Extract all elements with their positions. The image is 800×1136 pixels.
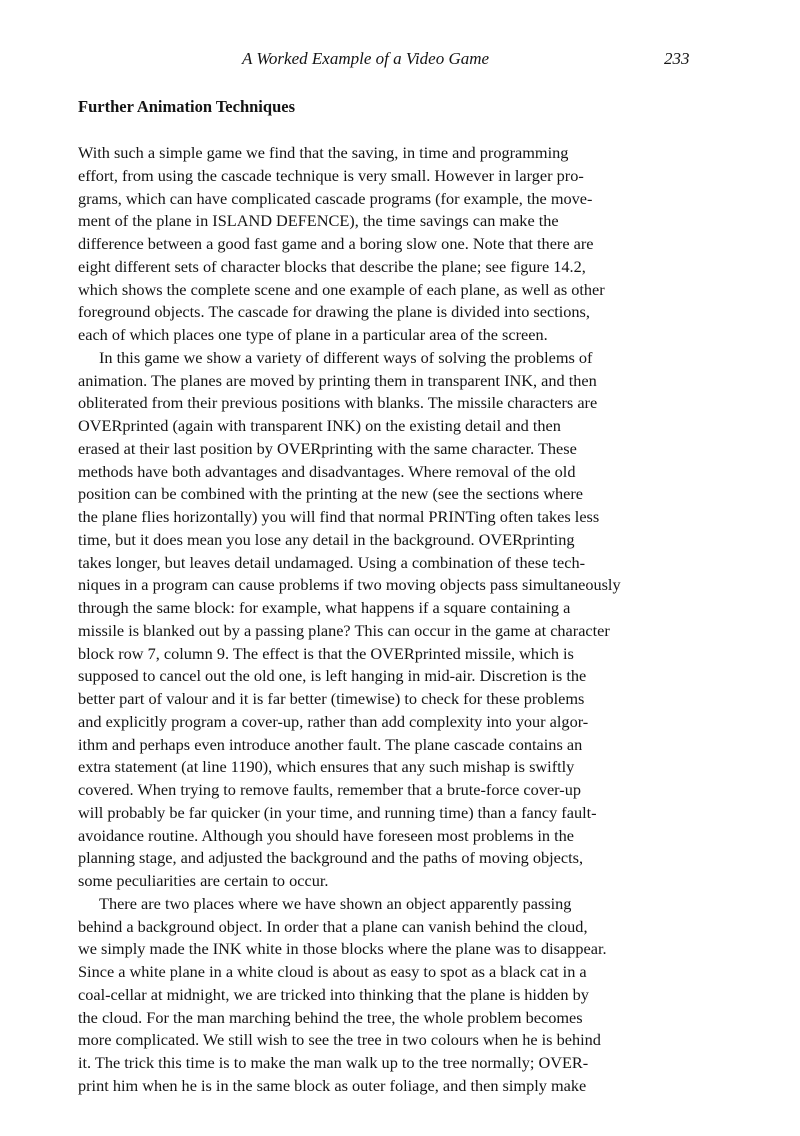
body-text [78,142,718,1098]
text-line: obliterated from their previous positions with blanks. The missile characters are [78,393,598,413]
text-line: and explicitly program a cover-up, rather than add complexity into your algor- [78,711,589,731]
text-line: more complicated. We still wish to see the tree in two colours when he is behind [78,1030,601,1050]
text-line: coal-cellar at midnight, we are tricked into thinking that the plane is hidden by [78,984,589,1004]
text-line: will probably be far quicker (in your time, and running time) than a fancy fault- [78,802,597,822]
section-heading: Further Animation Techniques [78,97,295,116]
text-line: each of which places one type of plane in a particular area of the screen. [78,325,548,344]
text-line: we simply made the INK white in those blocks where the plane was to disappear. [78,939,607,959]
text-line: In this game we show a variety of different ways of solving the problems of [99,347,593,367]
text-line: some peculiarities are certain to occur. [78,871,329,890]
text-line: through the same block: for example, what happens if a square containing a [78,598,571,617]
text-line: Since a white plane in a white cloud is about as easy to spot as a black cat in a [78,962,587,981]
text-line: methods have both advantages and disadvantages. Where removal of the old [78,461,576,481]
text-line: animation. The planes are moved by printing them in transparent INK, and then [78,370,597,390]
paragraph [78,347,718,893]
text-line: better part of valour and it is far better (timewise) to check for these problems [78,689,585,708]
text-line: covered. When trying to remove faults, remember that a brute-force cover-up [78,780,581,799]
text-line: time, but it does mean you lose any detail in the background. OVERprinting [78,529,575,549]
text-line: planning stage, and adjusted the background and the paths of moving objects, [78,848,584,868]
text-line: print him when he is in the same block as outer foliage, and then simply make [78,1075,587,1095]
text-line: takes longer, but leaves detail undamaged. Using a combination of these tech- [78,552,586,572]
text-line: There are two places where we have shown an object apparently passing [99,893,572,913]
text-line: ithm and perhaps even introduce another fault. The plane cascade contains an [78,734,583,754]
paragraph [78,142,718,347]
text-line: eight different sets of character blocks that describe the plane; see figure 14.2, [78,256,586,276]
text-line: foreground objects. The cascade for drawing the plane is divided into sections, [78,302,590,322]
paragraph [78,893,718,1098]
text-line: niques in a program can cause problems if two moving objects pass simultaneously [78,575,621,595]
text-line: supposed to cancel out the old one, is left hanging in mid-air. Discretion is the [78,666,587,686]
text-line: position can be combined with the printing at the new (see the sections where [78,484,584,504]
running-header [0,49,800,73]
running-title: A Worked Example of a Video Game [242,49,490,68]
text-line: With such a simple game we find that the saving, in time and programming [78,143,569,162]
text-line: the plane flies horizontally) you will find that normal PRINTing often takes less [78,507,600,526]
text-line: extra statement (at line 1190), which ensures that any such mishap is swiftly [78,757,575,777]
text-line: which shows the complete scene and one example of each plane, as well as other [78,279,605,299]
text-line: avoidance routine. Although you should have foreseen most problems in the [78,825,575,845]
text-line: behind a background object. In order that a plane can vanish behind the cloud, [78,916,588,936]
text-line: OVERprinted (again with transparent INK) on the existing detail and then [78,416,561,435]
text-line: it. The trick this time is to make the man walk up to the tree normally; OVER- [78,1053,589,1072]
text-line: difference between a good fast game and a boring slow one. Note that there are [78,234,594,253]
text-line: the cloud. For the man marching behind the tree, the whole problem becomes [78,1007,583,1027]
text-line: grams, which can have complicated cascade programs (for example, the move- [78,188,593,208]
text-line: ment of the plane in ISLAND DEFENCE), the time savings can make the [78,211,559,231]
text-line: effort, from using the cascade technique is very small. However in larger pro- [78,165,584,185]
text-line: erased at their last position by OVERprinting with the same character. These [78,438,577,458]
text-line: block row 7, column 9. The effect is that the OVERprinted missile, which is [78,643,574,663]
page-number: 233 [664,49,690,68]
text-line: missile is blanked out by a passing plane? This can occur in the game at character [78,620,610,640]
